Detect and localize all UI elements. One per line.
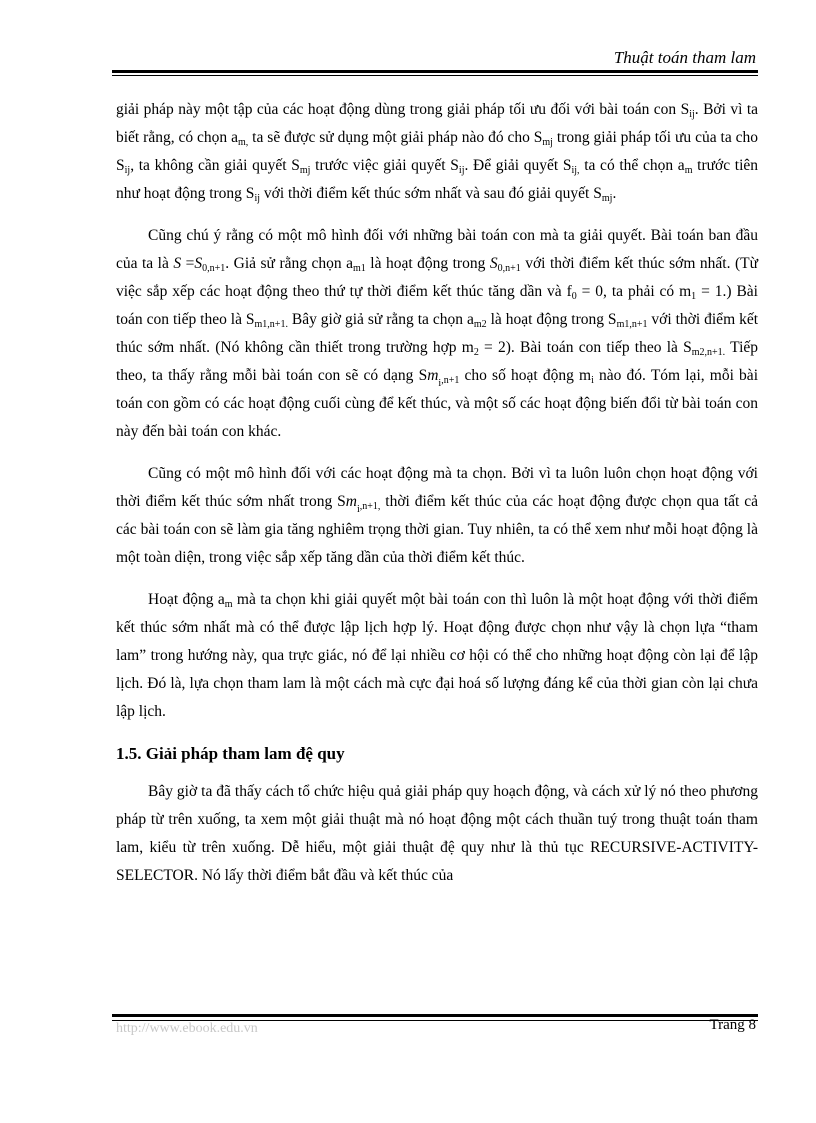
footer-rule-thick	[112, 1014, 758, 1017]
paragraph-1: giải pháp này một tập của các hoạt động dùng trong giải pháp tối ưu đối với bài toán con $S_{ij}$. Bởi vì ta biết rằng, có chọn $a_{m,}$ ta sẽ được sử dụng một giải pháp nào đó cho $S_{mj}$ trong giải pháp tối ưu của ta cho $S_{ij}$, ta không cần giải quyết $S_{mj}$ trước việc giải quyết $S_{ij}$. Để giải quyết $S_{ij,}$ ta có thể chọn $a_m$ trước tiên như hoạt động trong $S_{ij}$ với thời điểm kết thúc sớm nhất và sau đó giải quyết $S_{mj}$.	[116, 101, 759, 204]
paragraph-3: Cũng có một mô hình đối với các hoạt động mà ta chọn. Bởi vì ta luôn luôn chọn hoạt động với thời điểm kết thúc sớm nhất trong $Sm_{_i,n+1,}$ thời điểm kết thúc của các hoạt động được chọn qua tất cả các bài toán con sẽ làm gia tăng nghiêm trọng thời gian. Tuy nhiên, ta có thể xem như mỗi hoạt động là một toàn diện, trong việc sắp xếp tăng dần của thời điểm kết thúc.	[116, 465, 758, 566]
header-rule-thick	[112, 70, 758, 73]
header-rule-thin	[112, 75, 758, 76]
paragraph-2: Cũng chú ý rằng có một mô hình đối với những bài toán con mà ta giải quyết. Bài toán ban đầu của ta là $S =S_{0,n+1}$. Giả sử rằng chọn $a_{m1}$ là hoạt động trong $S_{0,n+1}$ với thời điểm kết thúc sớm nhất. (Từ việc sắp xếp các hoạt động theo thứ tự thời điểm kết thúc tăng dần và $f_0 = 0$, ta phải có $m_1 = 1$.) Bài toán con tiếp theo là $S_{m1,n+1.}$ Bây giờ giả sử rằng ta chọn $a_{m2}$ là hoạt động trong $S_{m1,n+1}$ với thời điểm kết thúc sớm nhất. (Nó không cần thiết trong trường hợp $m_2 = 2$). Bài toán con tiếp theo là $S_{m2,n+1.}$ Tiếp theo, ta thấy rằng mỗi bài toán con sẽ có dạng $Sm_{_i,n+1}$ cho số hoạt động $m_i$ nào đó. Tóm lại, mỗi bài toán con gồm có các hoạt động cuối cùng để kết thúc, và một số các hoạt động biến đổi từ bài toán con này đến bài toán con khác.	[116, 227, 759, 440]
body-text	[116, 96, 758, 904]
running-header-title: Thuật toán tham lam	[613, 48, 756, 67]
paragraph-4: Hoạt động $a_m$ mà ta chọn khi giải quyết một bài toán con thì luôn là một hoạt động với thời điểm kết thúc sớm nhất mà có thể được lập lịch hợp lý. Hoạt động được chọn như vậy là chọn lựa “tham lam” trong hướng này, qua trực giác, nó để lại nhiều cơ hội có thể cho những hoạt động còn lại để lập lịch. Đó là, lựa chọn tham lam là một cách mà cực đại hoá số lượng đáng kể của thời gian còn lại chưa lập lịch.	[116, 591, 759, 720]
section-heading: 1.5. Giải pháp tham lam đệ quy	[116, 744, 345, 763]
paragraph-5: Bây giờ ta đã thấy cách tổ chức hiệu quả giải pháp quy hoạch động, và cách xử lý nó theo phương pháp từ trên xuống, ta xem một giải thuật mà nó hoạt động một cách thuần tuý trong thuật toán tham lam, kiểu từ trên xuống. Dễ hiểu, một giải thuật đệ quy như là thủ tục RECURSIVE-ACTIVITY-SELECTOR. Nó lấy thời điểm bắt đầu và kết thúc của	[116, 783, 758, 884]
page-number: Trang 8	[709, 1017, 756, 1033]
footer-url-watermark: http://www.ebook.edu.vn	[116, 1021, 258, 1036]
